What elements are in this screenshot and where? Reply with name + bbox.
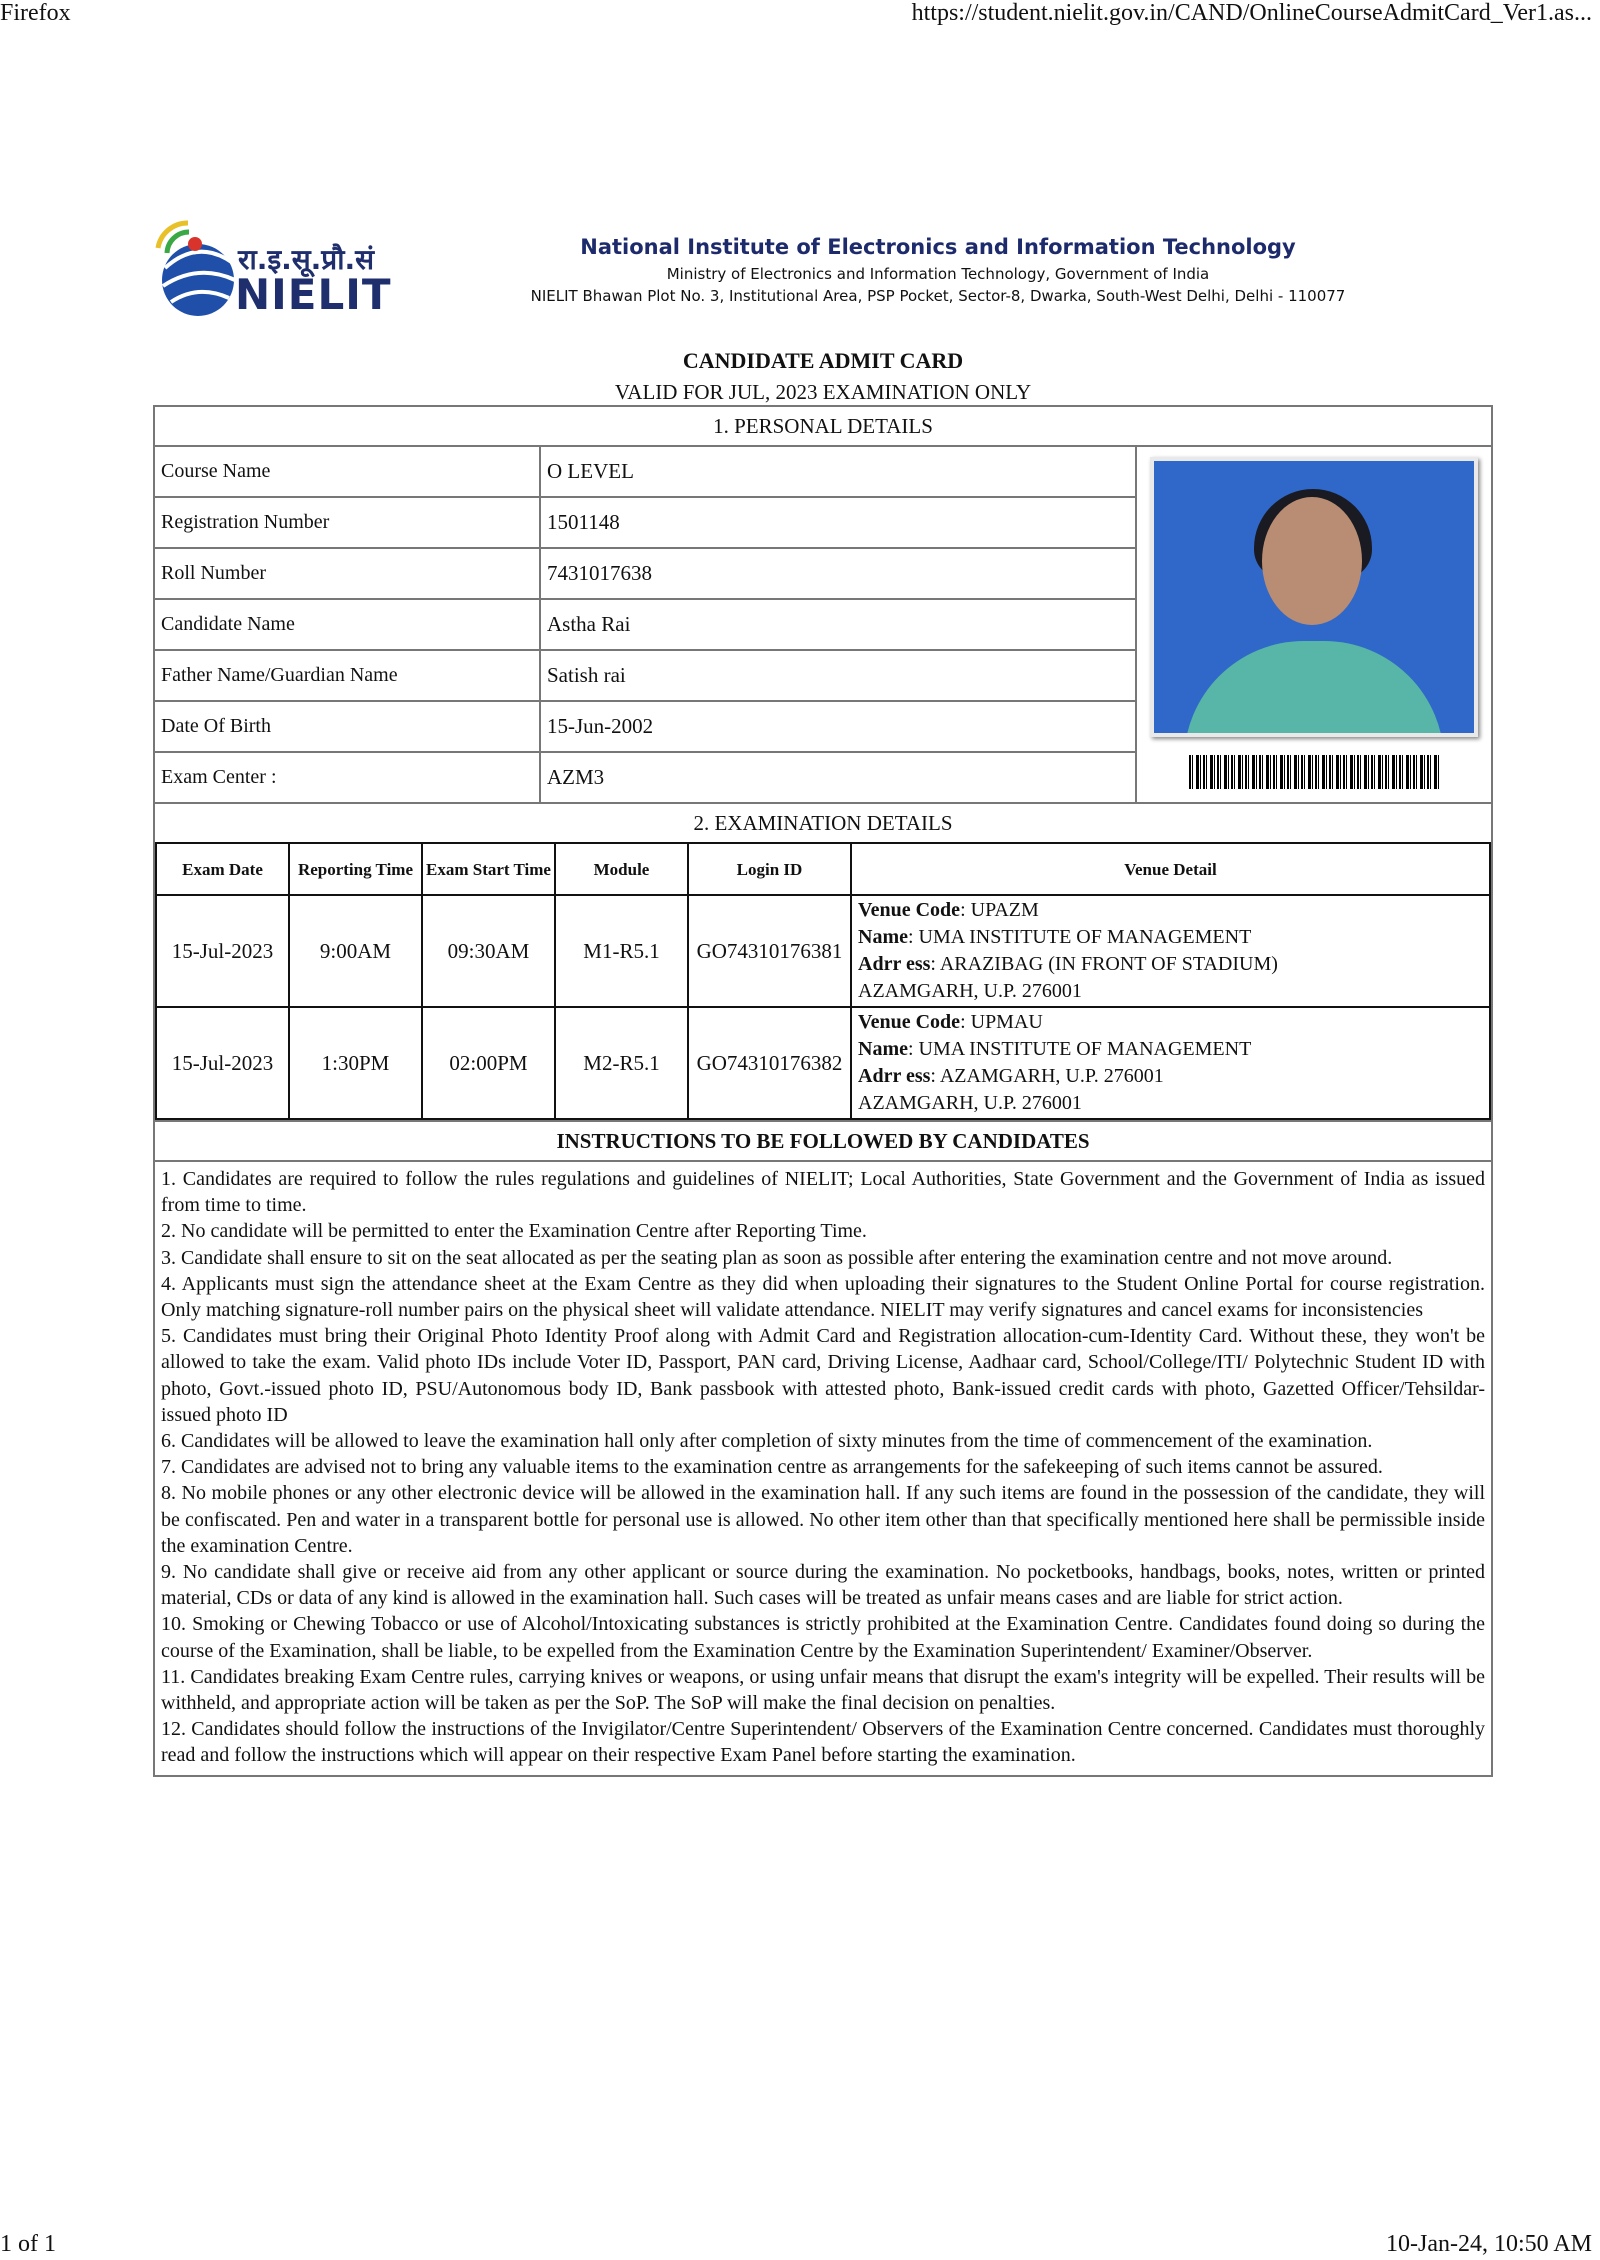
column-header: Exam Start Time — [422, 843, 555, 895]
detail-row-roll — [155, 549, 1135, 600]
institute-block — [383, 235, 1493, 305]
exam-start-time: 02:00PM — [422, 1007, 555, 1119]
column-header: Login ID — [688, 843, 851, 895]
venue-name: : UMA INSTITUTE OF MANAGEMENT — [907, 1038, 1252, 1060]
instruction-item: 2. No candidate will be permitted to enter the Examination Centre after Reporting Time. — [161, 1220, 867, 1243]
detail-label: Course Name — [155, 447, 541, 496]
card-validity: VALID FOR JUL, 2023 EXAMINATION ONLY — [614, 380, 1032, 404]
exam-table-header — [156, 843, 1490, 895]
instruction-item: 1. Candidates are required to follow the rules regulations and guidelines of NIELIT; Local Authorities, State Government and the Government of India as issued from time to time. — [161, 1168, 1485, 1217]
reporting-time: 1:30PM — [289, 1007, 422, 1119]
personal-details-table — [155, 447, 1137, 802]
detail-label: Exam Center : — [155, 753, 541, 802]
detail-value: 15-Jun-2002 — [547, 714, 654, 738]
instructions-list — [155, 1162, 1491, 1775]
detail-label: Father Name/Guardian Name — [155, 651, 541, 700]
photo-column — [1137, 447, 1491, 802]
instructions-heading: INSTRUCTIONS TO BE FOLLOWED BY CANDIDATES — [155, 1122, 1491, 1162]
venue-name: : UMA INSTITUTE OF MANAGEMENT — [907, 926, 1252, 948]
ministry-line: Ministry of Electronics and Information Technology, Government of India — [666, 265, 1210, 283]
personal-details-heading: 1. PERSONAL DETAILS — [155, 407, 1491, 447]
column-header: Module — [555, 843, 688, 895]
module: M2-R5.1 — [555, 1007, 688, 1119]
module: M1-R5.1 — [555, 895, 688, 1007]
detail-row-center — [155, 753, 1135, 802]
detail-row-guardian — [155, 651, 1135, 702]
admit-card — [153, 210, 1493, 1777]
print-footer-page: 1 of 1 — [0, 2231, 56, 2257]
instruction-item: 6. Candidates will be allowed to leave the examination hall only after completion of sixty minutes from the time of commencement of the examination. — [161, 1430, 1373, 1453]
exam-row — [156, 895, 1490, 1007]
column-header: Reporting Time — [289, 843, 422, 895]
detail-row-registration — [155, 498, 1135, 549]
exam-row — [156, 1007, 1490, 1119]
detail-value: O LEVEL — [547, 459, 634, 483]
detail-value: 7431017638 — [547, 561, 652, 585]
detail-value: Satish rai — [547, 663, 626, 687]
barcode — [1189, 755, 1439, 789]
detail-value: AZM3 — [547, 765, 605, 789]
institute-name: National Institute of Electronics and Information Technology — [580, 235, 1296, 259]
detail-label: Roll Number — [155, 549, 541, 598]
column-header: Exam Date — [156, 843, 289, 895]
candidate-photo — [1150, 457, 1478, 737]
venue-city: AZAMGARH, U.P. 276001 — [858, 1092, 1082, 1114]
venue-code: : UPMAU — [960, 1011, 1043, 1033]
instruction-item: 8. No mobile phones or any other electronic device will be allowed in the examination hall. If any such items are found in the possession of the candidate, they will be confiscated. Pen and water in a transparent bottle for personal use is allowed. No other item other than that specifically mentioned here shall be permissible inside the examination Centre. — [161, 1482, 1485, 1557]
logo-wordmark: NIELIT — [235, 270, 392, 319]
venue-detail: Venue Code: UPAZM Name: UMA INSTITUTE OF MANAGEMENT Adrr ess: ARAZIBAG (IN FRONT OF STADIUM) AZAMGARH, U.P. 276001 — [851, 895, 1490, 1007]
personal-details-section — [153, 405, 1493, 804]
detail-label: Candidate Name — [155, 600, 541, 649]
venue-detail: Venue Code: UPMAU Name: UMA INSTITUTE OF MANAGEMENT Adrr ess: AZAMGARH, U.P. 276001 AZAMGARH, U.P. 276001 — [851, 1007, 1490, 1119]
instruction-item: 11. Candidates breaking Exam Centre rules, carrying knives or weapons, or using unfair means that disrupt the exam's integrity will be expelled. Their results will be withheld, and appropriate action will be taken as per the SoP. The SoP will make the final decision on penalties. — [161, 1665, 1485, 1715]
venue-address: : ARAZIBAG (IN FRONT OF STADIUM) — [930, 953, 1278, 975]
exam-start-time: 09:30AM — [422, 895, 555, 1007]
print-header-url: https://student.nielit.gov.in/CAND/OnlineCourseAdmitCard_Ver1.as... — [911, 0, 1592, 26]
exam-details-table — [155, 842, 1491, 1120]
instructions-section — [153, 1122, 1493, 1777]
exam-date: 15-Jul-2023 — [156, 1007, 289, 1119]
detail-row-name — [155, 600, 1135, 651]
instruction-item: 5. Candidates must bring their Original Photo Identity Proof along with Admit Card and Registration allocation-cum-Identity Card. Without these, they won't be allowed to take the exam. Valid photo IDs include Voter ID, Passport, PAN card, Driving License, Aadhaar card, School/College/ITI/ Polytechnic Student ID with photo, Govt.-issued photo ID, PSU/Autonomous body ID, Bank passbook with attested photo, Bank-issued credit cards with photo, Gazetted Officer/Tehsildar-issued photo ID — [161, 1325, 1485, 1426]
column-header: Venue Detail — [851, 843, 1490, 895]
venue-city: AZAMGARH, U.P. 276001 — [858, 980, 1082, 1002]
detail-row-dob — [155, 702, 1135, 753]
reporting-time: 9:00AM — [289, 895, 422, 1007]
detail-value: 1501148 — [547, 510, 620, 534]
detail-label: Registration Number — [155, 498, 541, 547]
exam-details-heading: 2. EXAMINATION DETAILS — [693, 811, 953, 835]
logo-hindi-text: रा.इ.सू.प्रौ.सं — [238, 243, 375, 276]
print-header-app: Firefox — [0, 0, 71, 26]
detail-row-course — [155, 447, 1135, 498]
login-id: GO74310176381 — [688, 895, 851, 1007]
detail-value: Astha Rai — [547, 612, 631, 636]
exam-date: 15-Jul-2023 — [156, 895, 289, 1007]
instruction-item: 9. No candidate shall give or receive aid from any other applicant or source during the examination. No pocketbooks, handbags, books, notes, written or printed material, CDs or data of any kind is allowed in the examination hall. Such cases will be treated as unfair means cases and are liable for strict action. — [161, 1561, 1485, 1610]
institute-address: NIELIT Bhawan Plot No. 3, Institutional Area, PSP Pocket, Sector-8, Dwarka, South-West Delhi, Delhi - 110077 — [530, 287, 1346, 305]
instruction-item: 4. Applicants must sign the attendance sheet at the Exam Centre as they did when uploading their signatures to the Student Online Portal for course registration. Only matching signature-roll number pairs on the physical sheet will validate attendance. NIELIT may verify signatures and cancel exams for inconsistencies — [161, 1272, 1485, 1322]
login-id: GO74310176382 — [688, 1007, 851, 1119]
exam-details-section — [153, 804, 1493, 1122]
instruction-item: 12. Candidates should follow the instructions of the Invigilator/Centre Superintendent/ Observers of the Examination Centre concerned. Candidates must thoroughly read and follow the instructions which will appear on their respective Exam Panel before starting the examination. — [161, 1718, 1485, 1767]
card-title: CANDIDATE ADMIT CARD — [682, 348, 964, 373]
card-titles — [153, 348, 1493, 405]
print-footer-timestamp: 10-Jan-24, 10:50 AM — [1386, 2231, 1592, 2257]
venue-address: : AZAMGARH, U.P. 276001 — [930, 1065, 1164, 1087]
instruction-item: 3. Candidate shall ensure to sit on the seat allocated as per the seating plan as soon as possible after entering the examination centre and not move around. — [161, 1246, 1393, 1269]
letterhead — [153, 210, 1493, 330]
instruction-item: 7. Candidates are advised not to bring any valuable items to the examination centre as arrangements for the safekeeping of such items cannot be assured. — [161, 1456, 1383, 1479]
instruction-item: 10. Smoking or Chewing Tobacco or use of Alcohol/Intoxicating substances is strictly prohibited at the Examination Centre. Candidates found doing so during the course of the Examination, shall be liable, to be expelled from the Examination Centre by the Examination Superintendent/ Examiner/Observer. — [161, 1613, 1485, 1662]
detail-label: Date Of Birth — [155, 702, 541, 751]
venue-code: : UPAZM — [960, 899, 1039, 921]
